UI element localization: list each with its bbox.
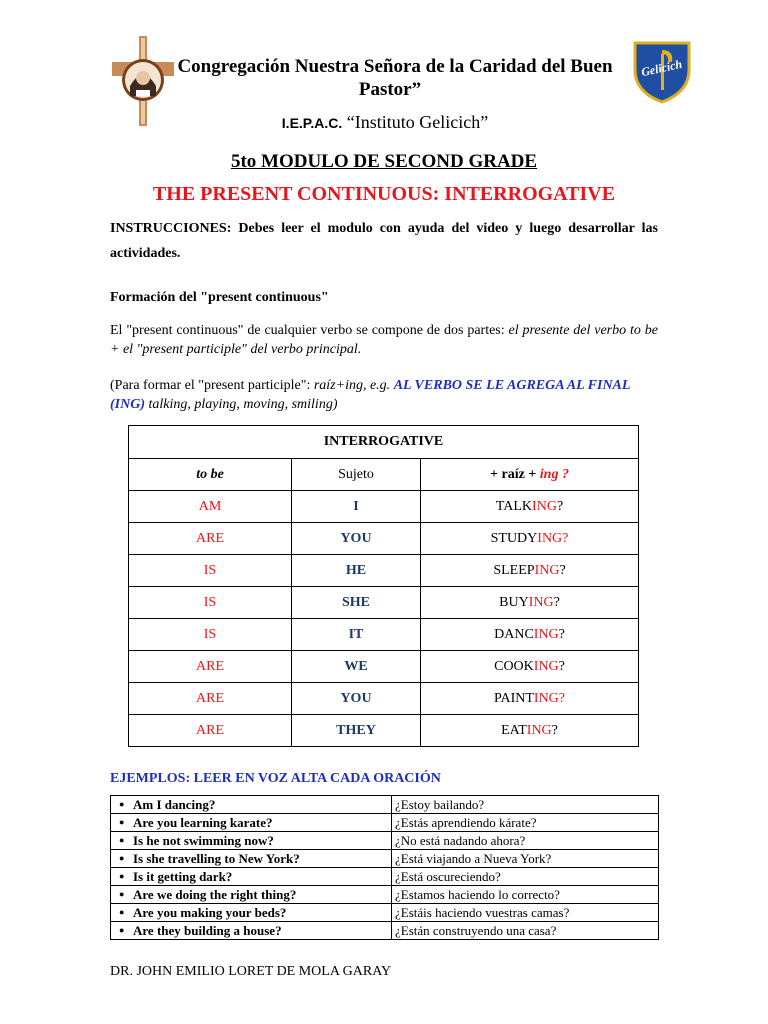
subject-cell: I xyxy=(292,491,421,523)
col3-a: + raíz + xyxy=(490,466,540,482)
congregation-logo-icon xyxy=(112,36,174,126)
instructions-label: INSTRUCCIONES: xyxy=(110,221,232,236)
institute-acronym: I.E.P.A.C. xyxy=(281,115,343,131)
p2-italic-2: talking, playing, moving, smiling) xyxy=(145,397,338,412)
interrogative-table xyxy=(128,425,639,747)
to-be-cell: ARE xyxy=(129,683,292,715)
subject-cell: IT xyxy=(292,619,421,651)
example-english: ● Is she travelling to New York? xyxy=(111,850,392,868)
example-english: ● Are we doing the right thing? xyxy=(111,886,392,904)
table-row xyxy=(129,683,639,715)
formation-paragraph-2 xyxy=(110,376,658,414)
verb-ing: ING xyxy=(532,498,557,514)
example-row xyxy=(111,814,659,832)
verb-root: STUDY xyxy=(490,530,538,546)
logo-text: Gelicich xyxy=(639,56,684,80)
table-row xyxy=(129,491,639,523)
verb-question: ? xyxy=(558,658,565,674)
subject-cell: WE xyxy=(292,651,421,683)
verb-cell xyxy=(421,555,639,587)
verb-question: ? xyxy=(551,722,558,738)
example-english: ● Are they building a house? xyxy=(111,922,392,940)
verb-cell xyxy=(421,523,639,555)
verb-cell xyxy=(421,619,639,651)
example-spanish: ¿Está viajando a Nueva York? xyxy=(392,850,659,868)
table-title-row xyxy=(129,426,639,459)
to-be-cell: IS xyxy=(129,619,292,651)
instructions-text: Debes leer el modulo con ayuda del video y luego desarrollar las actividades. xyxy=(110,221,658,261)
verb-ing: ING xyxy=(526,722,552,738)
verb-question: ? xyxy=(558,626,565,642)
verb-root: EAT xyxy=(501,722,527,738)
examples-table xyxy=(110,795,659,940)
verb-cell xyxy=(421,715,639,747)
to-be-cell: IS xyxy=(129,587,292,619)
table-row xyxy=(129,619,639,651)
example-spanish: ¿Estás aprendiendo kárate? xyxy=(392,814,659,832)
col-header-root-ing xyxy=(421,459,639,491)
p2-italic-1: raíz+ing, e.g. xyxy=(313,378,394,393)
table-row xyxy=(129,523,639,555)
institute-line xyxy=(200,112,570,133)
subject-cell: THEY xyxy=(292,715,421,747)
author-footer: DR. JOHN EMILIO LORET DE MOLA GARAY xyxy=(110,964,392,979)
example-row xyxy=(111,850,659,868)
verb-cell xyxy=(421,491,639,523)
subject-cell: YOU xyxy=(292,523,421,555)
verb-cell xyxy=(421,683,639,715)
example-english: ● Am I dancing? xyxy=(111,796,392,814)
to-be-cell: ARE xyxy=(129,523,292,555)
example-spanish: ¿Estáis haciendo vuestras camas? xyxy=(392,904,659,922)
verb-ing: ING xyxy=(534,562,560,578)
col-header-subject: Sujeto xyxy=(292,459,421,491)
example-english: ● Is it getting dark? xyxy=(111,868,392,886)
examples-heading: EJEMPLOS: LEER EN VOZ ALTA CADA ORACIÓN xyxy=(110,771,441,786)
col-header-to-be: to be xyxy=(129,459,292,491)
to-be-cell: ARE xyxy=(129,651,292,683)
formation-heading: Formación del "present continuous" xyxy=(110,290,329,305)
to-be-cell: AM xyxy=(129,491,292,523)
example-spanish: ¿Estoy bailando? xyxy=(392,796,659,814)
table-row xyxy=(129,555,639,587)
verb-cell xyxy=(421,651,639,683)
table-row xyxy=(129,587,639,619)
verb-cell xyxy=(421,587,639,619)
verb-root: TALK xyxy=(495,498,533,514)
example-row xyxy=(111,832,659,850)
subject-cell: YOU xyxy=(292,683,421,715)
example-english: ● Are you learning karate? xyxy=(111,814,392,832)
module-title: 5to MODULO DE SECOND GRADE xyxy=(230,151,538,172)
subject-cell: HE xyxy=(292,555,421,587)
verb-ing: ING xyxy=(533,626,559,642)
example-row xyxy=(111,868,659,886)
example-spanish: ¿No está nadando ahora? xyxy=(392,832,659,850)
example-spanish: ¿Estamos haciendo lo correcto? xyxy=(392,886,659,904)
verb-ing: ING xyxy=(533,658,559,674)
example-row xyxy=(111,886,659,904)
example-row xyxy=(111,796,659,814)
p1-italic: el presente del verbo to be + el "present participle" del verbo principal. xyxy=(110,323,658,357)
institute-name: “Instituto Gelicich” xyxy=(342,112,489,132)
table-title: INTERROGATIVE xyxy=(129,426,639,459)
verb-ing: ING xyxy=(528,594,554,610)
example-english: ● Is he not swimming now? xyxy=(111,832,392,850)
to-be-cell: IS xyxy=(129,555,292,587)
p2-blue-rule: AL VERBO SE LE AGREGA AL FINAL (ING) xyxy=(110,378,630,412)
example-row xyxy=(111,904,659,922)
to-be-cell: ARE xyxy=(129,715,292,747)
verb-root: SLEEP xyxy=(493,562,535,578)
verb-question: ? xyxy=(556,498,564,514)
verb-question: ? xyxy=(559,562,566,578)
verb-ing: ING? xyxy=(533,690,566,706)
gelicich-shield-logo-icon xyxy=(632,40,692,104)
verb-ing: ING? xyxy=(537,530,569,546)
p2-plain: (Para formar el "present participle": xyxy=(110,378,314,393)
formation-paragraph-1 xyxy=(110,321,658,359)
table-row xyxy=(129,715,639,747)
verb-root: PAINT xyxy=(493,690,534,706)
congregation-title-line1: Congregación Nuestra Señora de la Caridad del Buen xyxy=(177,56,613,77)
example-spanish: ¿Está oscureciendo? xyxy=(392,868,659,886)
example-english: ● Are you making your beds? xyxy=(111,904,392,922)
verb-root: BUY xyxy=(499,594,529,610)
instructions xyxy=(110,216,658,266)
verb-question: ? xyxy=(553,594,560,610)
topic-title: THE PRESENT CONTINUOUS: INTERROGATIVE xyxy=(152,183,616,205)
table-row xyxy=(129,651,639,683)
congregation-title-line2: Pastor” xyxy=(358,79,422,100)
verb-root: COOK xyxy=(494,658,534,674)
example-spanish: ¿Están construyendo una casa? xyxy=(392,922,659,940)
verb-root: DANC xyxy=(494,626,534,642)
table-header-row xyxy=(129,459,639,491)
col3-b: ing ? xyxy=(539,466,569,482)
subject-cell: SHE xyxy=(292,587,421,619)
example-row xyxy=(111,922,659,940)
p1-plain: El "present continuous" de cualquier verbo se compone de dos partes: xyxy=(110,323,509,338)
